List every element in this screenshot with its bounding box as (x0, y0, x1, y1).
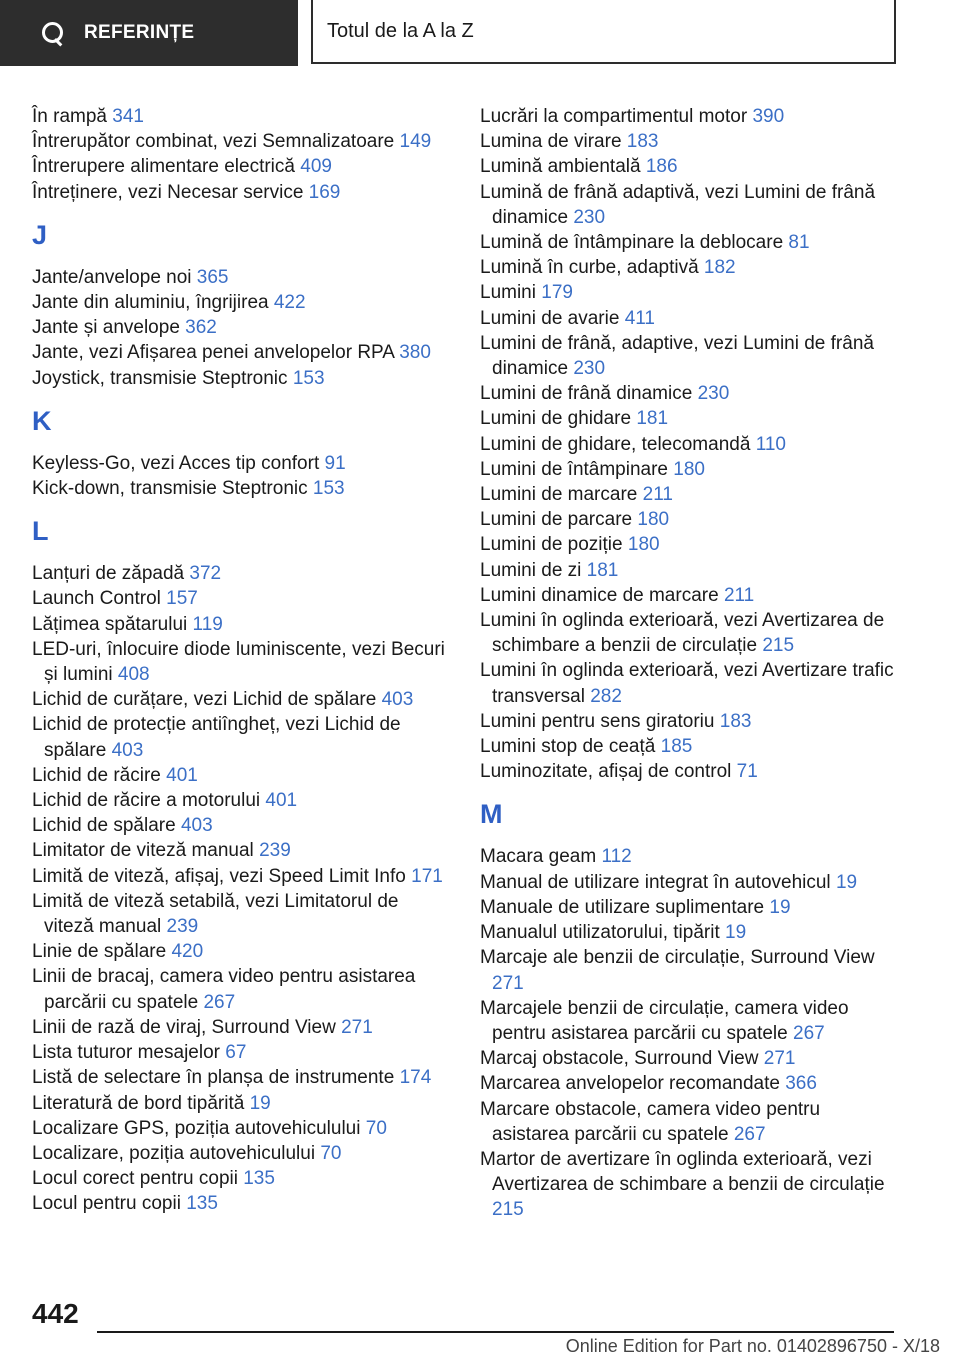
index-entry-text: Lumini de avarie (480, 307, 625, 329)
index-entry-text: Marcajele benzii de circulație, camera video pentru asistarea parcării cu spatele (480, 997, 849, 1044)
index-entry (32, 687, 452, 712)
page-reference-link[interactable]: 271 (341, 1016, 373, 1038)
page-reference-link[interactable]: 180 (673, 458, 705, 480)
page-reference-link[interactable]: 267 (733, 1123, 766, 1145)
index-entry-text: Lumini în oglinda exterioară, vezi Avertizare trafic transversal (480, 660, 894, 707)
page-reference-link[interactable]: 157 (166, 588, 198, 610)
index-entry (32, 1166, 452, 1191)
page-reference-link[interactable]: 282 (590, 685, 622, 707)
index-entry-text: Lumini de ghidare (480, 408, 637, 430)
index-entry-text: Marcarea anvelopelor recomandate (480, 1073, 786, 1095)
page-reference-link[interactable]: 135 (186, 1193, 218, 1215)
index-entry (32, 864, 452, 889)
index-entry-text: Manualul utilizatorului, tipărit (480, 922, 726, 944)
page-reference-link[interactable]: 19 (249, 1092, 271, 1114)
index-entry-text: Literatură de bord tipărită (32, 1092, 250, 1114)
page-reference-link[interactable]: 230 (573, 206, 606, 228)
tab-az-label: Totul de la A la Z (327, 19, 474, 42)
header (0, 0, 960, 66)
index-entry-text: Jante/anvelope noi (32, 266, 197, 288)
page-reference-link[interactable]: 149 (399, 131, 432, 153)
search-icon (42, 22, 64, 44)
index-entry (32, 612, 452, 637)
index-entry (32, 1091, 452, 1116)
index-entry (480, 406, 900, 431)
index-entry (32, 180, 452, 205)
page-reference-link[interactable]: 341 (112, 106, 144, 127)
tab-totul-de-la-a-la-z[interactable] (311, 0, 896, 64)
page-reference-link[interactable]: 401 (166, 764, 198, 786)
index-entry-text: Limită de viteză, afișaj, vezi Speed Limit Info (32, 865, 412, 887)
page-reference-link[interactable]: 112 (601, 846, 632, 868)
tab-referinte[interactable] (0, 0, 298, 66)
page-reference-link[interactable]: 411 (624, 307, 655, 329)
index-entry-text: Lumini pentru sens giratoriu (480, 710, 720, 732)
index-entry-text: Macara geam (480, 846, 602, 868)
index-entry (32, 1015, 452, 1040)
index-entry-text: Lichid de curățare, vezi Lichid de spălare (32, 689, 382, 711)
index-entry (480, 709, 900, 734)
index-entry-text: Listă de selectare în planșa de instrumente (32, 1067, 400, 1089)
index-entry (32, 788, 452, 813)
index-entry-text: Lumini stop de ceață (480, 736, 661, 758)
index-entry (32, 964, 452, 1014)
index-entry (480, 608, 900, 658)
page-reference-link[interactable]: 215 (492, 1199, 524, 1221)
index-entry-text: Luminozitate, afișaj de control (480, 761, 737, 783)
page-reference-link[interactable]: 71 (736, 761, 758, 783)
page-reference-link[interactable]: 81 (788, 232, 810, 254)
index-entry (480, 1147, 900, 1223)
index-entry (32, 889, 452, 939)
index-entry-text: Martor de avertizare în oglinda exterioară, vezi Avertizarea de schimbare a benzii de circulație (480, 1148, 885, 1196)
index-entry (32, 340, 452, 365)
index-entry (32, 154, 452, 179)
index-entry-text: Lățimea spătarului (32, 613, 193, 635)
index-entry (480, 920, 900, 945)
page-reference-link[interactable]: 174 (399, 1067, 432, 1089)
index-entry-text: Întrerupător combinat, vezi Semnalizatoare (32, 131, 400, 153)
page-reference-link[interactable]: 380 (399, 342, 431, 364)
index-entry (480, 331, 900, 381)
index-entry (480, 895, 900, 920)
page-reference-link[interactable]: 271 (763, 1048, 796, 1070)
index-entry (32, 561, 452, 586)
index-entry (480, 658, 900, 708)
index-entry-text: Jante și anvelope (32, 317, 186, 339)
index-entry-text: Marcaj obstacole, Surround View (480, 1048, 764, 1070)
index-entry (32, 290, 452, 315)
page-reference-link[interactable]: 366 (785, 1073, 817, 1095)
index-entry (32, 265, 452, 290)
page-reference-link[interactable]: 183 (719, 710, 752, 732)
page-reference-link[interactable]: 186 (645, 156, 678, 178)
page-reference-link[interactable]: 420 (171, 941, 204, 963)
index-entry-text: Lumină de întâmpinare la deblocare (480, 232, 789, 254)
index-entry-text: Lumini de ghidare, telecomandă (480, 433, 756, 455)
index-entry-text: Lumină în curbe, adaptivă (480, 257, 704, 279)
index-entry-text: Joystick, transmisie Steptronic (32, 367, 293, 389)
index-entry-text: Lumini de frână dinamice (480, 383, 698, 405)
page-reference-link[interactable]: 422 (273, 292, 306, 314)
page-reference-link[interactable]: 181 (636, 408, 669, 430)
index-entry-text: Lichid de răcire a motorului (32, 790, 266, 812)
page-reference-link[interactable]: 70 (320, 1142, 342, 1164)
index-entry (32, 763, 452, 788)
index-entry (480, 104, 900, 129)
page-reference-link[interactable]: 19 (769, 896, 791, 918)
index-entry (480, 482, 900, 507)
page-reference-link[interactable]: 153 (292, 367, 325, 389)
index-entry (480, 870, 900, 895)
index-entry (480, 154, 900, 179)
page-reference-link[interactable]: 239 (166, 916, 199, 938)
page-reference-link[interactable]: 403 (381, 689, 414, 711)
index-entry-text: Linie de spălare (32, 941, 172, 963)
index-letter-heading: K (32, 405, 52, 436)
page-reference-link[interactable]: 169 (308, 181, 341, 203)
index-entry (480, 129, 900, 154)
index-entry-text: Lumini (480, 282, 542, 304)
page-reference-link[interactable]: 403 (111, 739, 144, 761)
index-entry (480, 1071, 900, 1096)
index-entry-text: Lumină ambientală (480, 156, 646, 178)
page-number: 442 (32, 1298, 79, 1329)
index-entry-text: Jante, vezi Afișarea penei anvelopelor RPA (32, 342, 400, 364)
index-entry-text: Launch Control (32, 588, 167, 610)
index-entry-text: Întrerupere alimentare electrică (32, 156, 301, 178)
index-entry-text: Marcare obstacole, camera video pentru asistarea parcării cu spatele (480, 1098, 821, 1145)
index-entry-text: Lumini de zi (480, 559, 587, 581)
index-entry-text: În rampă (32, 106, 113, 127)
index-entry-text: Lumini de marcare (480, 484, 643, 506)
index-entry (32, 838, 452, 863)
index-entry (480, 734, 900, 759)
index-entry-text: Lumini de frână, adaptive, vezi Lumini de frână dinamice (480, 332, 874, 380)
page-reference-link[interactable]: 211 (642, 484, 673, 506)
page-reference-link[interactable]: 171 (411, 865, 443, 887)
page-reference-link[interactable]: 239 (259, 840, 291, 862)
page-reference-link[interactable]: 19 (835, 871, 858, 893)
index-entry (480, 280, 900, 305)
index-column-left (32, 104, 452, 1217)
index-letter-heading: L (32, 516, 49, 547)
index-entry-text: Lista tuturor mesajelor (32, 1042, 226, 1064)
page-reference-link[interactable]: 409 (300, 156, 332, 178)
page-reference-link[interactable]: 67 (225, 1042, 247, 1064)
index-entry (480, 230, 900, 255)
footer-divider (97, 1331, 894, 1333)
index-entry-text: Limitator de viteză manual (32, 840, 260, 862)
index-entry (480, 945, 900, 995)
page-reference-link[interactable]: 215 (762, 635, 795, 657)
index-entry (32, 939, 452, 964)
index-entry (480, 507, 900, 532)
page-reference-link[interactable]: 135 (243, 1168, 275, 1190)
index-entry (32, 315, 452, 340)
page-reference-link[interactable]: 185 (660, 736, 693, 758)
index-entry-text: Marcaje ale benzii de circulație, Surround View (480, 947, 875, 969)
index-entry-text: Localizare GPS, poziția autovehiculului (32, 1117, 366, 1139)
index-entry-text: Întreținere, vezi Necesar service (32, 181, 309, 203)
index-entry-text: Lichid de răcire (32, 764, 167, 786)
index-entry-text: Keyless-Go, vezi Acces tip confort (32, 452, 325, 474)
index-entry-text: Locul corect pentru copii (32, 1168, 244, 1190)
page-reference-link[interactable]: 180 (637, 509, 670, 531)
page-reference-link[interactable]: 119 (192, 613, 223, 635)
index-entry-text: Localizare, poziția autovehiculului (32, 1142, 321, 1164)
index-entry (32, 1191, 452, 1216)
index-entry (480, 180, 900, 230)
index-entry (32, 1116, 452, 1141)
index-entry (32, 1040, 452, 1065)
index-entry (32, 1141, 452, 1166)
page-reference-link[interactable]: 403 (180, 815, 213, 837)
page-reference-link[interactable]: 180 (627, 534, 660, 556)
index-entry (480, 381, 900, 406)
index-column-right (480, 104, 900, 1223)
index-entry (32, 104, 452, 129)
page-reference-link[interactable]: 408 (117, 664, 150, 686)
page-reference-link[interactable]: 211 (723, 584, 755, 606)
index-entry-text: LED-uri, înlocuire diode luminiscente, vezi Becuri și lumini (32, 638, 445, 686)
page-reference-link[interactable]: 362 (185, 317, 217, 339)
index-entry (32, 586, 452, 611)
page-reference-link[interactable]: 401 (265, 790, 298, 812)
page-reference-link[interactable]: 70 (365, 1117, 387, 1139)
page-reference-link[interactable]: 372 (189, 563, 222, 585)
index-letter-heading: J (32, 219, 48, 250)
index-entry-text: Linii de rază de viraj, Surround View (32, 1016, 342, 1038)
index-entry (480, 457, 900, 482)
index-entry (32, 637, 452, 687)
page-reference-link[interactable]: 153 (312, 478, 345, 500)
index-entry-text: Lumini de parcare (480, 509, 638, 531)
index-entry-text: Lanțuri de zăpadă (32, 563, 190, 585)
page-reference-link[interactable]: 271 (492, 972, 524, 994)
index-entry-text: Limită de viteză setabilă, vezi Limitatorul de viteză manual (32, 890, 399, 938)
index-entry (480, 532, 900, 557)
index-entry (480, 583, 900, 608)
page-reference-link[interactable]: 365 (196, 266, 229, 288)
footer-edition: Online Edition for Part no. 01402896750 - X/18 (565, 1336, 940, 1356)
page-reference-link[interactable]: 91 (324, 452, 346, 474)
index-entry (32, 813, 452, 838)
index-entry-text: Lumina de virare (480, 131, 627, 153)
page-reference-link[interactable]: 183 (626, 131, 659, 153)
index-entry (32, 476, 452, 501)
index-entry-text: Lumini de poziție (480, 534, 628, 556)
page-reference-link[interactable]: 267 (793, 1022, 825, 1044)
index-entry (32, 712, 452, 762)
index-entry-text: Lumină de frână adaptivă, vezi Lumini de frână dinamice (480, 181, 876, 228)
page-reference-link[interactable]: 181 (586, 559, 619, 581)
index-entry-text: Lucrări la compartimentul motor (480, 106, 753, 127)
index-entry (32, 1065, 452, 1090)
index-entry (480, 844, 900, 869)
index-entry-text: Linii de bracaj, camera video pentru asistarea parcării cu spatele (32, 966, 416, 1013)
page-reference-link[interactable]: 390 (752, 106, 785, 127)
index-entry-text: Locul pentru copii (32, 1193, 187, 1215)
page-reference-link[interactable]: 267 (203, 991, 236, 1013)
index-entry (480, 1046, 900, 1071)
index-entry-text: Lichid de protecție antiîngheț, vezi Lichid de spălare (32, 714, 401, 761)
page-reference-link[interactable]: 230 (573, 358, 606, 380)
index-letter-heading: M (480, 799, 503, 830)
index-entry (480, 306, 900, 331)
page-reference-link[interactable]: 230 (697, 383, 730, 405)
page-reference-link[interactable]: 179 (541, 282, 573, 304)
index-entry (32, 129, 452, 154)
index-entry-text: Jante din aluminiu, îngrijirea (32, 292, 274, 314)
page-reference-link[interactable]: 110 (755, 433, 786, 455)
index-entry (480, 558, 900, 583)
index-entry (32, 366, 452, 391)
tab-referinte-label: REFERINȚE (84, 22, 195, 43)
index-entry-text: Kick-down, transmisie Steptronic (32, 478, 313, 500)
index-entry-text: Lumini dinamice de marcare (480, 584, 724, 606)
index-entry-text: Lumini în oglinda exterioară, vezi Avertizarea de schimbare a benzii de circulație (480, 610, 885, 657)
index-entry-text: Lumini de întâmpinare (480, 458, 674, 480)
index-entry (480, 996, 900, 1046)
index-entry-text: Manual de utilizare integrat în autovehicul (480, 871, 836, 893)
index-entry (32, 451, 452, 476)
index-entry-text: Lichid de spălare (32, 815, 181, 837)
index-entry (480, 1097, 900, 1147)
page-reference-link[interactable]: 182 (703, 257, 736, 279)
index-entry (480, 432, 900, 457)
index-entry (480, 759, 900, 784)
page-reference-link[interactable]: 19 (725, 922, 747, 944)
index-entry (480, 255, 900, 280)
index-entry-text: Manuale de utilizare suplimentare (480, 896, 770, 918)
